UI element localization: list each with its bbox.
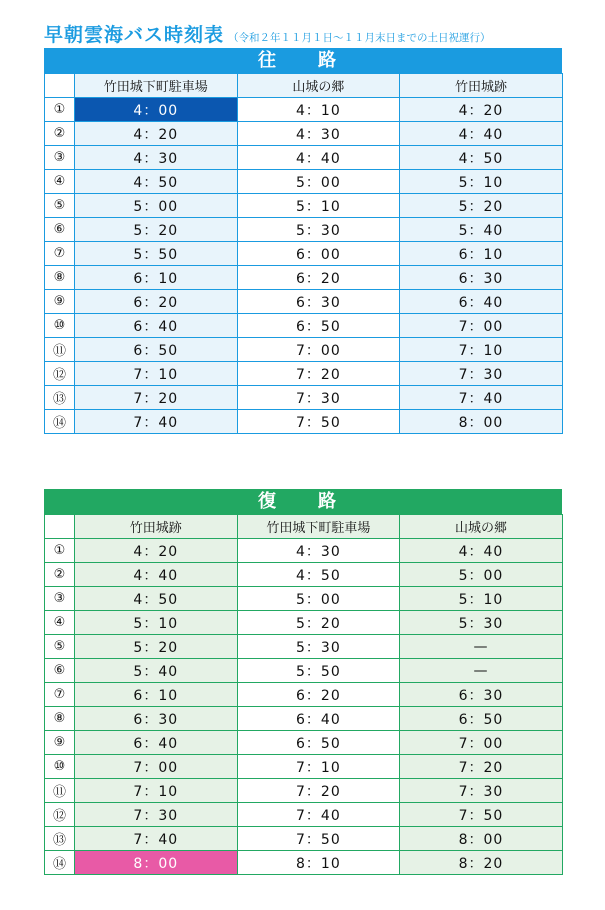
return-timetable xyxy=(44,514,563,875)
trip-number: ⑨ xyxy=(45,731,75,755)
return-time-cell: 4：40 xyxy=(75,563,238,587)
trip-number: ② xyxy=(45,122,75,146)
return-time-cell: 8：10 xyxy=(237,851,400,875)
outbound-time-cell: 7：10 xyxy=(75,362,238,386)
return-table-row xyxy=(45,683,563,707)
return-time-cell: 5：20 xyxy=(237,611,400,635)
trip-number: ③ xyxy=(45,587,75,611)
outbound-corner-cell xyxy=(45,74,75,98)
outbound-time-cell: 7：30 xyxy=(237,386,400,410)
return-time-cell: 7：50 xyxy=(400,803,563,827)
outbound-time-cell: 4：30 xyxy=(75,146,238,170)
outbound-time-cell: 6：10 xyxy=(75,266,238,290)
return-time-cell: 4：50 xyxy=(237,563,400,587)
trip-number: ⑬ xyxy=(45,827,75,851)
outbound-table-row xyxy=(45,194,563,218)
trip-number: ⑨ xyxy=(45,290,75,314)
trip-number: ⑥ xyxy=(45,659,75,683)
outbound-table-row xyxy=(45,242,563,266)
trip-number: ⑤ xyxy=(45,635,75,659)
outbound-time-cell: 7：50 xyxy=(237,410,400,434)
outbound-time-cell: 5：40 xyxy=(400,218,563,242)
outbound-time-cell: 7：20 xyxy=(237,362,400,386)
return-time-cell: 6：30 xyxy=(75,707,238,731)
outbound-time-cell: 4：50 xyxy=(75,170,238,194)
outbound-time-cell: 7：30 xyxy=(400,362,563,386)
outbound-time-cell: 7：10 xyxy=(400,338,563,362)
outbound-time-cell: 4：20 xyxy=(75,122,238,146)
outbound-time-cell: 7：40 xyxy=(75,410,238,434)
trip-number: ⑫ xyxy=(45,362,75,386)
return-table-row xyxy=(45,827,563,851)
return-time-cell: 6：10 xyxy=(75,683,238,707)
outbound-time-cell: 6：50 xyxy=(237,314,400,338)
trip-number: ① xyxy=(45,539,75,563)
return-table-row xyxy=(45,635,563,659)
return-time-cell: 7：30 xyxy=(400,779,563,803)
outbound-time-cell: 4：20 xyxy=(400,98,563,122)
return-time-cell: 5：00 xyxy=(237,587,400,611)
return-section xyxy=(44,489,562,875)
trip-number: ⑭ xyxy=(45,851,75,875)
outbound-table-row xyxy=(45,386,563,410)
return-time-cell: 5：00 xyxy=(400,563,563,587)
outbound-time-cell: 7：40 xyxy=(400,386,563,410)
return-time-cell: 5：10 xyxy=(75,611,238,635)
outbound-banner: 往 路 xyxy=(44,48,562,73)
return-time-cell: — xyxy=(400,659,563,683)
outbound-table-row xyxy=(45,218,563,242)
return-table-row xyxy=(45,539,563,563)
outbound-time-cell: 6：20 xyxy=(237,266,400,290)
return-time-cell: 6：20 xyxy=(237,683,400,707)
outbound-time-cell: 5：30 xyxy=(237,218,400,242)
outbound-time-cell: 6：20 xyxy=(75,290,238,314)
return-time-cell: 7：30 xyxy=(75,803,238,827)
return-table-row xyxy=(45,707,563,731)
trip-number: ⑬ xyxy=(45,386,75,410)
trip-number: ⑤ xyxy=(45,194,75,218)
outbound-timetable xyxy=(44,73,563,434)
return-time-cell: 6：40 xyxy=(237,707,400,731)
outbound-time-cell: 7：00 xyxy=(400,314,563,338)
outbound-table-row xyxy=(45,98,563,122)
trip-number: ⑭ xyxy=(45,410,75,434)
return-time-cell: 7：20 xyxy=(400,755,563,779)
return-table-row xyxy=(45,659,563,683)
return-time-cell: 8：20 xyxy=(400,851,563,875)
trip-number: ⑥ xyxy=(45,218,75,242)
return-table-row xyxy=(45,611,563,635)
return-time-cell: 5：30 xyxy=(237,635,400,659)
return-time-cell: 5：30 xyxy=(400,611,563,635)
outbound-time-cell: 6：10 xyxy=(400,242,563,266)
return-stop-header: 竹田城跡 xyxy=(75,515,238,539)
outbound-time-cell: 4：50 xyxy=(400,146,563,170)
outbound-section xyxy=(44,48,562,434)
outbound-time-cell: 6：30 xyxy=(237,290,400,314)
outbound-time-cell: 8：00 xyxy=(400,410,563,434)
outbound-rows xyxy=(45,98,563,434)
trip-number: ⑪ xyxy=(45,338,75,362)
outbound-time-cell: 5：00 xyxy=(75,194,238,218)
trip-number: ④ xyxy=(45,170,75,194)
return-table-row xyxy=(45,587,563,611)
return-time-cell: 6：40 xyxy=(75,731,238,755)
return-time-cell: 5：50 xyxy=(237,659,400,683)
outbound-table-row xyxy=(45,362,563,386)
return-time-cell: 7：00 xyxy=(400,731,563,755)
return-time-cell: 5：40 xyxy=(75,659,238,683)
return-table-row xyxy=(45,731,563,755)
return-time-cell: 6：30 xyxy=(400,683,563,707)
return-banner: 復 路 xyxy=(44,489,562,514)
return-time-cell: — xyxy=(400,635,563,659)
outbound-time-cell: 5：50 xyxy=(75,242,238,266)
return-table-row xyxy=(45,803,563,827)
outbound-time-cell: 4：40 xyxy=(400,122,563,146)
return-time-cell: 8：00 xyxy=(400,827,563,851)
outbound-table-row xyxy=(45,146,563,170)
outbound-time-cell: 4：40 xyxy=(237,146,400,170)
outbound-time-cell: 4：30 xyxy=(237,122,400,146)
return-time-cell: 7：50 xyxy=(237,827,400,851)
trip-number: ⑩ xyxy=(45,314,75,338)
outbound-table-row xyxy=(45,338,563,362)
outbound-time-cell: 5：10 xyxy=(400,170,563,194)
return-time-cell: 4：30 xyxy=(237,539,400,563)
trip-number: ⑧ xyxy=(45,266,75,290)
return-time-cell: 5：10 xyxy=(400,587,563,611)
outbound-table-row xyxy=(45,290,563,314)
outbound-time-cell: 6：30 xyxy=(400,266,563,290)
outbound-stop-header: 竹田城跡 xyxy=(400,74,563,98)
trip-number: ⑦ xyxy=(45,242,75,266)
return-table-row xyxy=(45,563,563,587)
return-time-cell: 7：40 xyxy=(237,803,400,827)
return-stop-header: 山城の郷 xyxy=(400,515,563,539)
return-time-cell: 7：40 xyxy=(75,827,238,851)
outbound-time-cell: 5：20 xyxy=(75,218,238,242)
outbound-time-cell: 6：50 xyxy=(75,338,238,362)
return-table-row xyxy=(45,851,563,875)
outbound-time-cell: 7：00 xyxy=(237,338,400,362)
trip-number: ⑪ xyxy=(45,779,75,803)
outbound-time-cell: 7：20 xyxy=(75,386,238,410)
trip-number: ⑧ xyxy=(45,707,75,731)
return-time-cell: 6：50 xyxy=(237,731,400,755)
trip-number: ⑩ xyxy=(45,755,75,779)
outbound-time-cell: 5：20 xyxy=(400,194,563,218)
return-time-cell: 7：10 xyxy=(75,779,238,803)
trip-number: ④ xyxy=(45,611,75,635)
trip-number: ③ xyxy=(45,146,75,170)
outbound-time-cell: 4：10 xyxy=(237,98,400,122)
return-time-cell: 7：00 xyxy=(75,755,238,779)
outbound-table-row xyxy=(45,314,563,338)
return-table-row xyxy=(45,779,563,803)
outbound-time-cell: 6：40 xyxy=(75,314,238,338)
return-time-cell: 7：10 xyxy=(237,755,400,779)
return-time-cell: 8：00 xyxy=(75,851,238,875)
trip-number: ⑫ xyxy=(45,803,75,827)
trip-number: ⑦ xyxy=(45,683,75,707)
outbound-time-cell: 5：00 xyxy=(237,170,400,194)
outbound-table-row xyxy=(45,266,563,290)
operation-period-note: （令和２年１１月１日～１１月末日までの土日祝運行） xyxy=(228,32,491,44)
trip-number: ② xyxy=(45,563,75,587)
outbound-time-cell: 6：00 xyxy=(237,242,400,266)
outbound-time-cell: 6：40 xyxy=(400,290,563,314)
outbound-stop-header: 山城の郷 xyxy=(237,74,400,98)
return-time-cell: 7：20 xyxy=(237,779,400,803)
timetable-title: 早朝雲海バス時刻表 xyxy=(44,24,225,46)
outbound-time-cell: 5：10 xyxy=(237,194,400,218)
return-time-cell: 6：50 xyxy=(400,707,563,731)
return-time-cell: 4：40 xyxy=(400,539,563,563)
return-table-row xyxy=(45,755,563,779)
page-title xyxy=(44,20,491,48)
return-time-cell: 4：20 xyxy=(75,539,238,563)
outbound-table-row xyxy=(45,170,563,194)
return-time-cell: 5：20 xyxy=(75,635,238,659)
return-time-cell: 4：50 xyxy=(75,587,238,611)
return-rows xyxy=(45,539,563,875)
outbound-time-cell: 4：00 xyxy=(75,98,238,122)
outbound-stop-header: 竹田城下町駐車場 xyxy=(75,74,238,98)
return-corner-cell xyxy=(45,515,75,539)
return-stop-header: 竹田城下町駐車場 xyxy=(237,515,400,539)
outbound-table-row xyxy=(45,122,563,146)
trip-number: ① xyxy=(45,98,75,122)
return-header-row xyxy=(45,515,563,539)
outbound-table-row xyxy=(45,410,563,434)
outbound-header-row xyxy=(45,74,563,98)
